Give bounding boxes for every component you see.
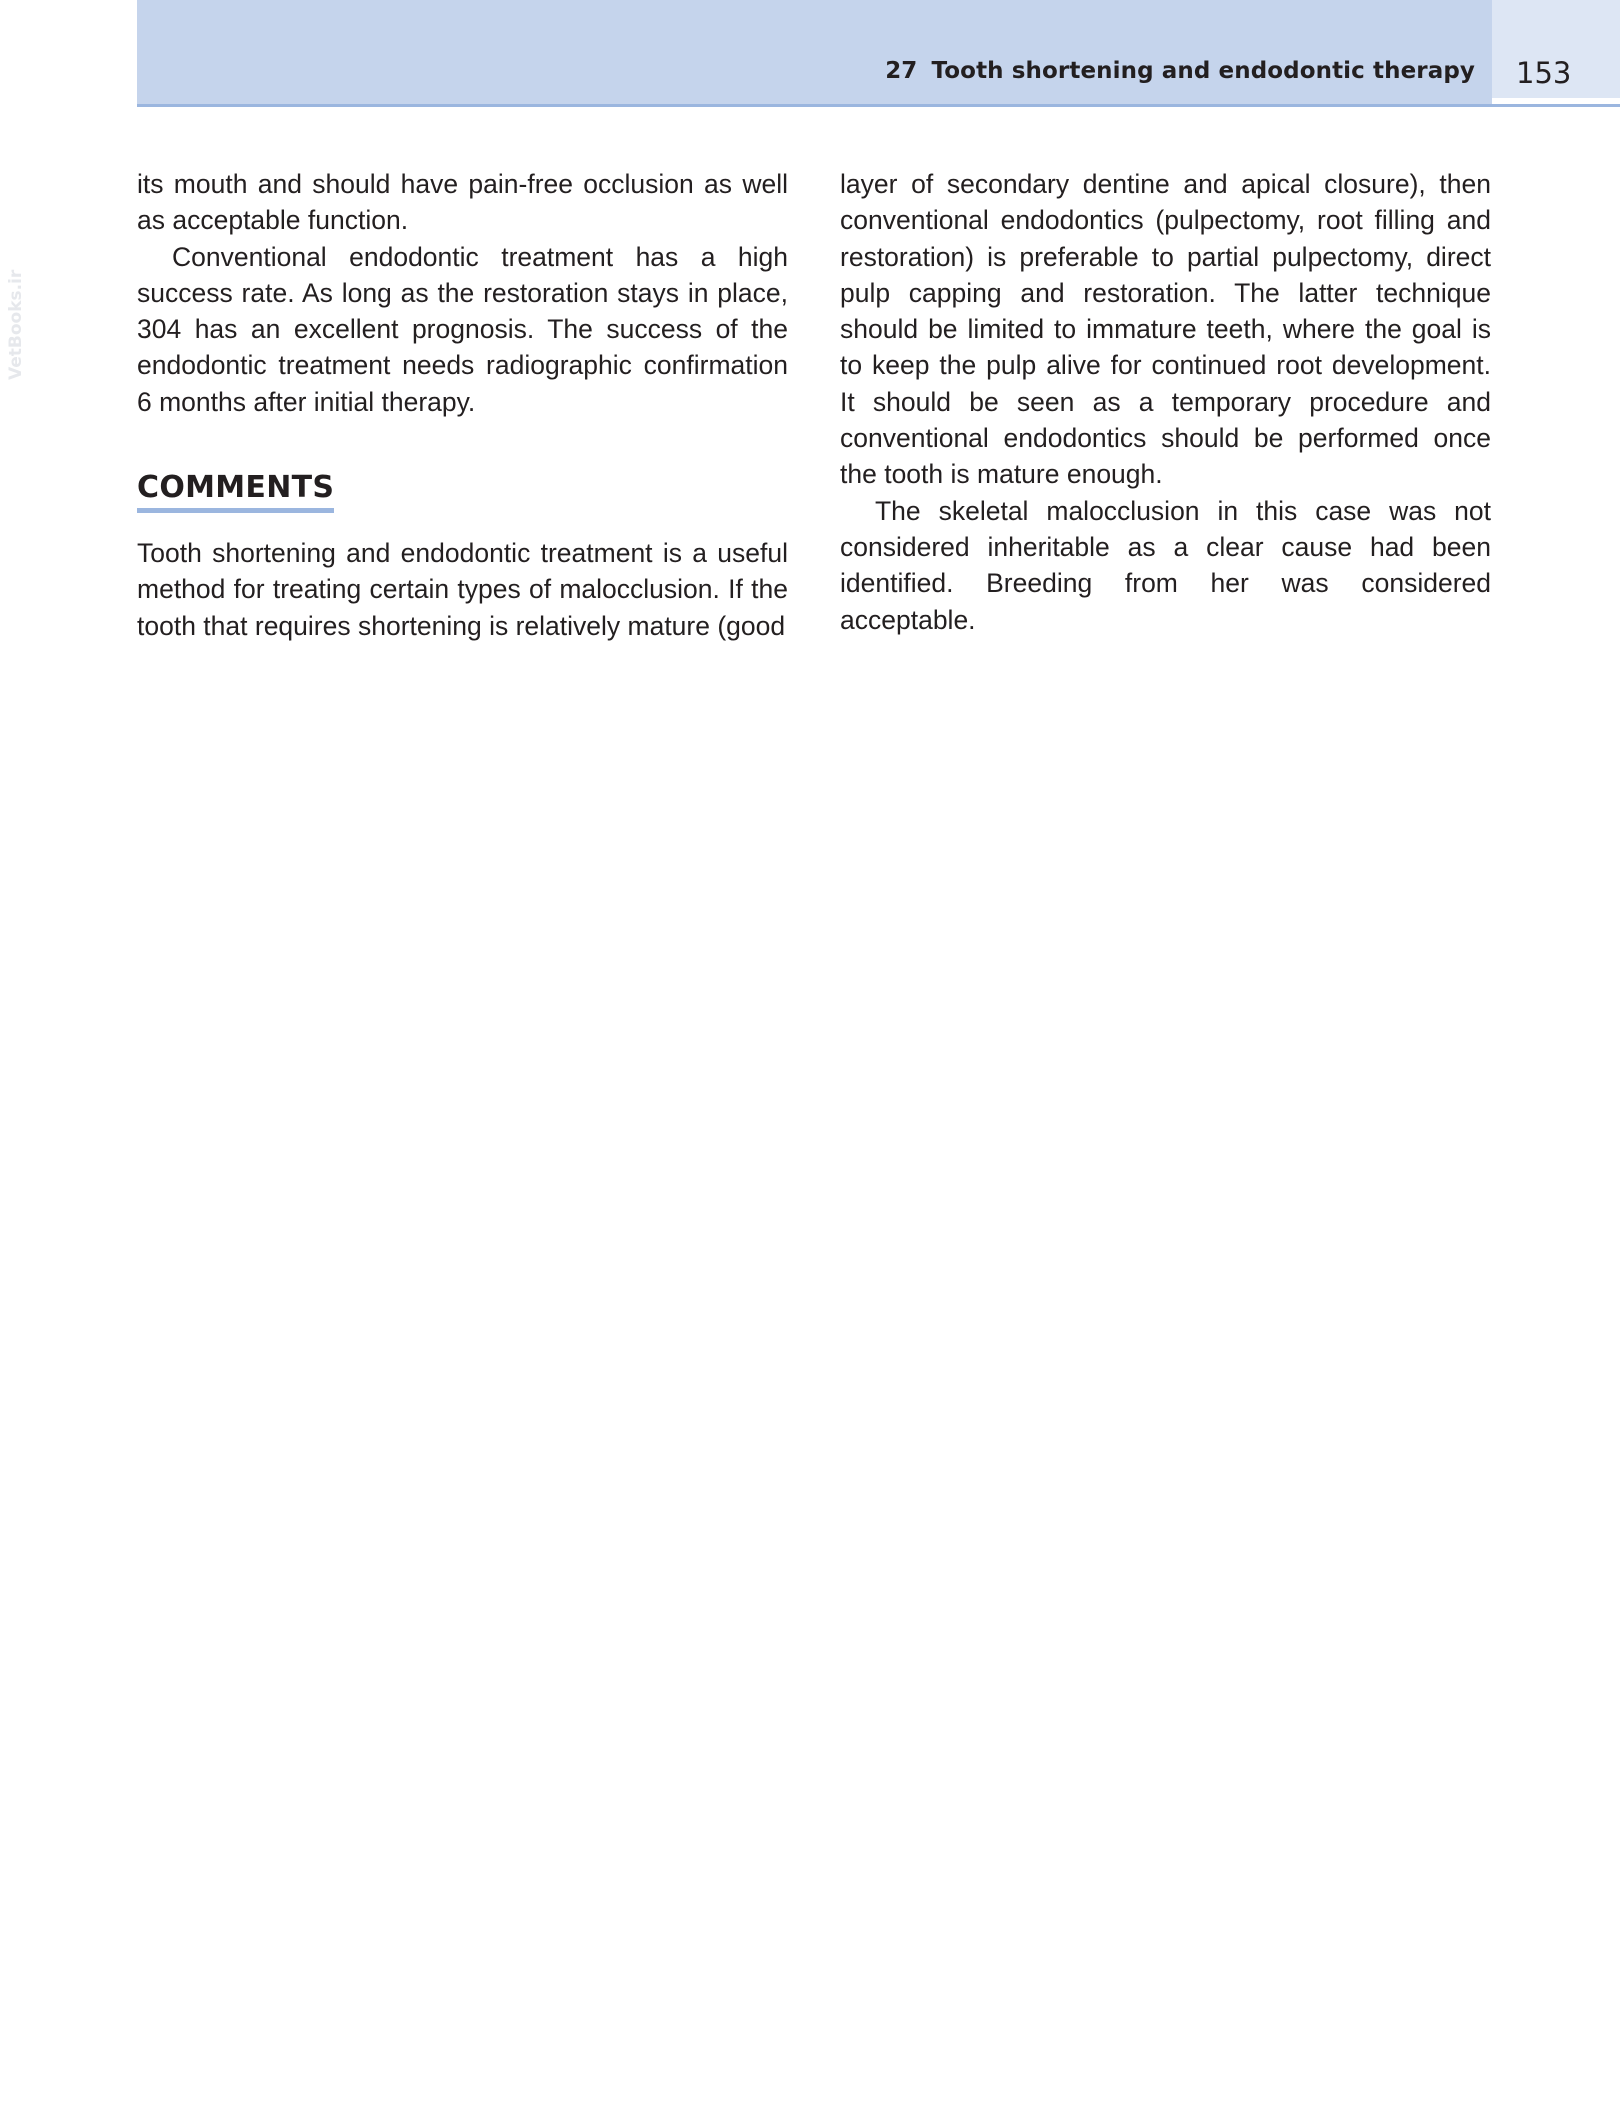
section-heading-comments: COMMENTS: [137, 470, 334, 513]
running-head: [885, 58, 1475, 84]
body-paragraph: The skeletal malocclusion in this case was not considered inheritable as a clear cause had been identified. Breeding from her was considered acceptable.: [840, 495, 1491, 635]
right-column: [840, 166, 1491, 638]
chapter-number: 27: [885, 58, 918, 84]
chapter-title: Tooth shortening and endodontic therapy: [931, 58, 1475, 84]
header-band: [137, 0, 1492, 107]
body-paragraph: Conventional endodontic treatment has a high success rate. As long as the restoration stays in place, 304 has an excellent prognosis. The success of the endodontic treatment needs radiographic confirmation 6 months after initial therapy.: [137, 241, 788, 417]
left-column: [137, 166, 788, 644]
body-paragraph: layer of secondary dentine and apical closure), then conventional endodontics (pulpectomy, root filling and restoration) is preferable to partial pulpectomy, direct pulp capping and restoration. The latter technique should be limited to immature teeth, where the goal is to keep the pulp alive for continued root development. It should be seen as a temporary procedure and conventional endodontics should be performed once the tooth is mature enough.: [840, 169, 1491, 490]
header-rule: [137, 104, 1620, 107]
body-paragraph: its mouth and should have pain-free occlusion as well as acceptable function.: [137, 169, 788, 236]
page-number: 153: [1516, 56, 1572, 90]
watermark: VetBooks.ir: [6, 269, 26, 380]
body-paragraph: Tooth shortening and endodontic treatment is a useful method for treating certain types of malocclusion. If the tooth that requires shortening is relatively mature (good: [137, 538, 788, 641]
